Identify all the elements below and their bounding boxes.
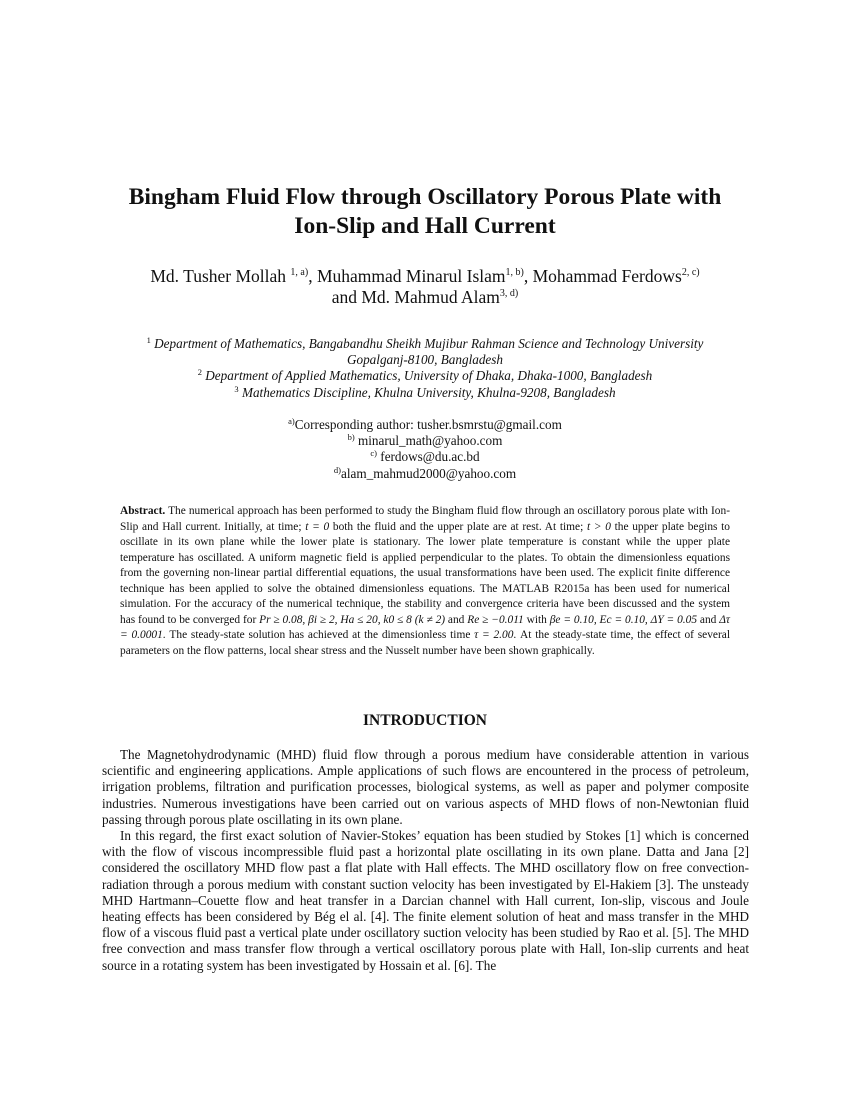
abstract-text: . The steady-state solution has achieved at the dimensionless time: [162, 629, 475, 641]
email-text: minarul_math@yahoo.com: [358, 433, 503, 449]
abstract-text: The numerical approach has been performed to study the Bingham fluid flow through an oscillatory porous plate with Ion-Slip and Hall current. Initially, at time;: [120, 505, 730, 533]
email-mark: b): [347, 432, 355, 443]
affiliation-mark: 2: [197, 367, 202, 378]
abstract-text: with: [523, 613, 550, 626]
affiliation-mark: 3: [234, 383, 239, 394]
email-text: ferdows@du.ac.bd: [380, 449, 480, 465]
email-mark: d): [333, 464, 341, 475]
introduction-body: [102, 747, 749, 974]
author-name: Md. Tusher Mollah: [150, 266, 287, 286]
affiliation-mark: 1: [146, 335, 151, 345]
title-line-2: Ion-Slip and Hall Current: [294, 213, 556, 239]
author-mark: 3, d): [499, 288, 519, 299]
abstract-equation: Re ≥ −0.011: [467, 613, 524, 626]
author-mark: 2, c): [681, 267, 700, 278]
author-name: Mohammad Ferdows: [532, 266, 682, 286]
author-mark: 1, b): [505, 267, 524, 278]
abstract-text: . At the steady-state time, the effect of several parameters on the flow patterns, local shear stress and the Nusselt number have been shown graphically.: [120, 629, 731, 657]
affiliation-text: Mathematics Discipline, Khulna University, Khulna-9208, Bangladesh: [241, 384, 616, 400]
abstract-text: and: [445, 613, 468, 626]
author-separator: ,: [308, 266, 317, 286]
paragraph: The Magnetohydrodynamic (MHD) fluid flow through a porous medium have considerable attention in various scientific and engineering applications. Ample applications of such flows are encountered in the process of petroleum, irrigation problems, filtration and purification processes, biological systems, as well as paper and polymer composite industries. Numerous investigations have been carried out on various aspects of MHD flows of non-Newtonian fluid passing through porous plate oscillating in its own plane.: [102, 747, 749, 827]
email-entry: [0, 417, 850, 433]
abstract-equation: Δτ = 0.0001: [120, 613, 731, 641]
email-text: Corresponding author: tusher.bsmrstu@gmail.com: [294, 417, 562, 432]
section-heading: INTRODUCTION: [362, 712, 487, 729]
affiliation-text: Department of Mathematics, Bangabandhu Sheikh Mujibur Rahman Science and Technology University: [154, 336, 704, 351]
affiliation-list: [0, 336, 850, 401]
abstract-text: the upper plate begins to oscillate in its own plane while the lower plate is stationary. The lower plate temperature is constant while the upper plate temperature has oscillated. A uniform magnetic field is applied perpendicular to the plates. To obtain the dimensionless equations from the governing non-linear partial differential equations, the usual transformations have been used. The explicit finite difference technique has been applied to solve the obtained dimensionless equations. The MATLAB R2015a has been used for numerical simulation. For the accuracy of the numerical technique, the stability and convergence criteria have been discussed and the system has found to be converged for: [120, 520, 730, 626]
email-entry: [0, 433, 850, 449]
abstract-text: both the fluid and the upper plate are at rest. At time;: [329, 520, 587, 533]
author-mark: 1, a): [290, 267, 309, 278]
author-list: [0, 266, 850, 308]
email-mark: c): [370, 448, 377, 459]
affiliation: [0, 385, 850, 401]
affiliation: [0, 368, 850, 384]
abstract-equation: τ = 2.00: [474, 629, 514, 641]
abstract-label: Abstract.: [120, 505, 166, 517]
author-separator: ,: [523, 266, 533, 286]
abstract-equation: t > 0: [586, 520, 611, 533]
email-text: alam_mahmud2000@yahoo.com: [340, 465, 517, 481]
abstract-equation: βe = 0.10, Ec = 0.10, ΔY = 0.05: [549, 613, 698, 626]
abstract-equation: Pr ≥ 0.08, βi ≥ 2, Ha ≤ 20, k0 ≤ 8 (k ≠ 2): [259, 613, 446, 626]
abstract-text: and: [697, 613, 720, 626]
affiliation-text: Department of Applied Mathematics, University of Dhaka, Dhaka-1000, Bangladesh: [205, 368, 653, 384]
abstract-equation: t = 0: [305, 520, 330, 533]
email-list: [0, 417, 850, 482]
paragraph: In this regard, the first exact solution of Navier-Stokes’ equation has been studied by Stokes [1] which is concerned with the flow of viscous incompressible fluid past a horizontal plate oscillating in its own plane. Datta and Jana [2] considered the oscillatory MHD flow past a flat plate with Hall effects. The MHD oscillatory flow on free convection-radiation through a porous medium with constant suction velocity has been investigated by El-Hakiem [3]. The unsteady MHD Hartmann–Couette flow and heat transfer in a Darcian channel with Hall current, Ion-slip, viscous and Joule heating effects has been considered by Bég el al. [4]. The finite element solution of heat and mass transfer in the MHD flow of a viscous fluid past a vertical plate under oscillatory suction velocity has been studied by Rao et al. [5]. The MHD free convection and mass transfer flow through a vertical oscillatory porous plate with Hall, Ion-slip currents and heat source in a rotating system has been investigated by Hossain et al. [6]. The: [102, 828, 749, 973]
author-line-2: [0, 287, 850, 308]
email-mark: a): [288, 416, 295, 426]
affiliation-continued: Gopalganj-8100, Bangladesh: [346, 352, 504, 368]
email-entry: [0, 466, 850, 482]
author-and: and: [331, 287, 362, 307]
author-name: Md. Mahmud Alam: [361, 287, 500, 307]
author-name: Muhammad Minarul Islam: [316, 266, 506, 286]
title-line-1: Bingham Fluid Flow through Oscillatory Porous Plate with: [128, 184, 722, 210]
author-line-1: [0, 266, 850, 287]
abstract: [120, 504, 730, 659]
email-entry: [0, 449, 850, 465]
paper-title: [0, 183, 850, 241]
affiliation: [0, 336, 850, 352]
